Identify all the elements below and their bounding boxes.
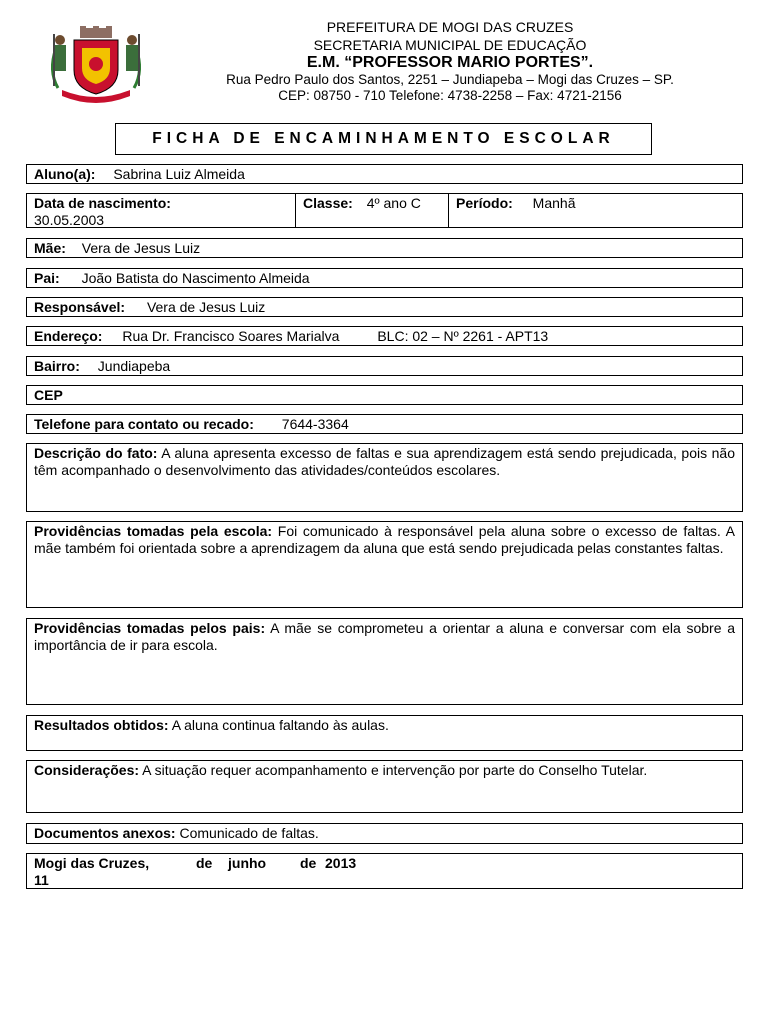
de-label: de <box>300 855 317 871</box>
field-resultados <box>26 715 743 751</box>
header-contacts: CEP: 08750 - 710 Telefone: 4738-2258 – Fax: 4721-2156 <box>278 88 622 103</box>
consideracoes-label: Considerações: <box>34 762 140 778</box>
field-endereco <box>26 326 743 346</box>
endereco-complemento: BLC: 02 – Nº 2261 - APT13 <box>377 328 549 344</box>
descricao-label: Descrição do fato: <box>34 445 158 461</box>
providencias-pais-label: Providências tomadas pelos pais: <box>34 620 266 636</box>
consideracoes-value: A situação requer acompanhamento e intervenção por parte do Conselho Tutelar. <box>142 762 648 778</box>
pai-label: Pai: <box>34 270 60 286</box>
classe-label: Classe: <box>303 195 353 211</box>
field-periodo <box>449 194 742 227</box>
form-title: FICHA DE ENCAMINHAMENTO ESCOLAR <box>115 123 652 155</box>
field-providencias-escola <box>26 521 743 608</box>
aluno-label: Aluno(a): <box>34 166 96 182</box>
field-providencias-pais <box>26 618 743 705</box>
field-documentos <box>26 823 743 844</box>
pai-value: João Batista do Nascimento Almeida <box>81 270 310 286</box>
endereco-value: Rua Dr. Francisco Soares Marialva <box>122 328 340 344</box>
responsavel-value: Vera de Jesus Luiz <box>146 299 266 315</box>
de-label: de <box>196 855 213 871</box>
endereco-label: Endereço: <box>34 328 103 344</box>
cidade-label: Mogi das Cruzes, <box>34 855 150 871</box>
field-mae <box>26 238 743 258</box>
ano-value: 2013 <box>325 855 357 871</box>
aluno-value: Sabrina Luiz Almeida <box>113 166 245 182</box>
field-classe <box>296 194 449 227</box>
field-bairro <box>26 356 743 376</box>
header-secretaria: SECRETARIA MUNICIPAL DE EDUCAÇÃO <box>313 37 587 53</box>
header-school-name: E.M. “PROFESSOR MARIO PORTES”. <box>306 54 594 71</box>
field-consideracoes <box>26 760 743 813</box>
periodo-label: Período: <box>456 195 513 211</box>
descricao-value: A aluna apresenta excesso de faltas e sua aprendizagem está sendo prejudicada, pois não têm acompanhado o desenvolvimento das atividades/conteúdos escolares. <box>34 445 736 478</box>
mae-label: Mãe: <box>34 240 66 256</box>
field-aluno <box>26 164 743 184</box>
bairro-label: Bairro: <box>34 358 80 374</box>
field-data-nascimento <box>27 194 297 227</box>
field-responsavel <box>26 297 743 317</box>
telefone-value: 7644-3364 <box>281 416 349 432</box>
telefone-label: Telefone para contato ou recado: <box>34 416 254 432</box>
providencias-escola-value: Foi comunicado à responsável pela aluna sobre o excesso de faltas. A mãe também foi orientada sobre a aprendizagem da aluna que está sendo prejudicada pelas constantes faltas. <box>34 523 736 556</box>
mes-value: junho <box>228 855 267 871</box>
header-prefeitura: PREFEITURA DE MOGI DAS CRUZES <box>326 19 574 35</box>
resultados-label: Resultados obtidos: <box>34 717 169 733</box>
field-telefone <box>26 414 743 434</box>
responsavel-label: Responsável: <box>34 299 126 315</box>
resultados-value: A aluna continua faltando às aulas. <box>171 717 389 733</box>
cep-label: CEP <box>34 387 63 403</box>
periodo-value: Manhã <box>532 195 576 211</box>
mae-value: Vera de Jesus Luiz <box>81 240 201 256</box>
providencias-pais-value: A mãe se comprometeu a orientar a aluna e conversar com ela sobre a importância de ir para escola. <box>34 620 736 653</box>
nascimento-value: 30.05.2003 <box>34 212 105 228</box>
field-descricao <box>26 443 743 512</box>
nascimento-label: Data de nascimento: <box>34 195 171 211</box>
field-cep <box>26 385 743 405</box>
field-pai <box>26 268 743 288</box>
header-address: Rua Pedro Paulo dos Santos, 2251 – Jundiapeba – Mogi das Cruzes – SP. <box>226 72 674 87</box>
classe-value: 4º ano C <box>366 195 421 211</box>
documentos-value: Comunicado de faltas. <box>179 825 319 841</box>
dia-value: 11 <box>34 872 49 888</box>
field-data-local <box>26 853 743 889</box>
documentos-label: Documentos anexos: <box>34 825 176 841</box>
bairro-value: Jundiapeba <box>97 358 171 374</box>
providencias-escola-label: Providências tomadas pela escola: <box>34 523 273 539</box>
coat-of-arms-logo <box>40 26 152 104</box>
row-nascimento-classe-periodo <box>26 193 743 228</box>
